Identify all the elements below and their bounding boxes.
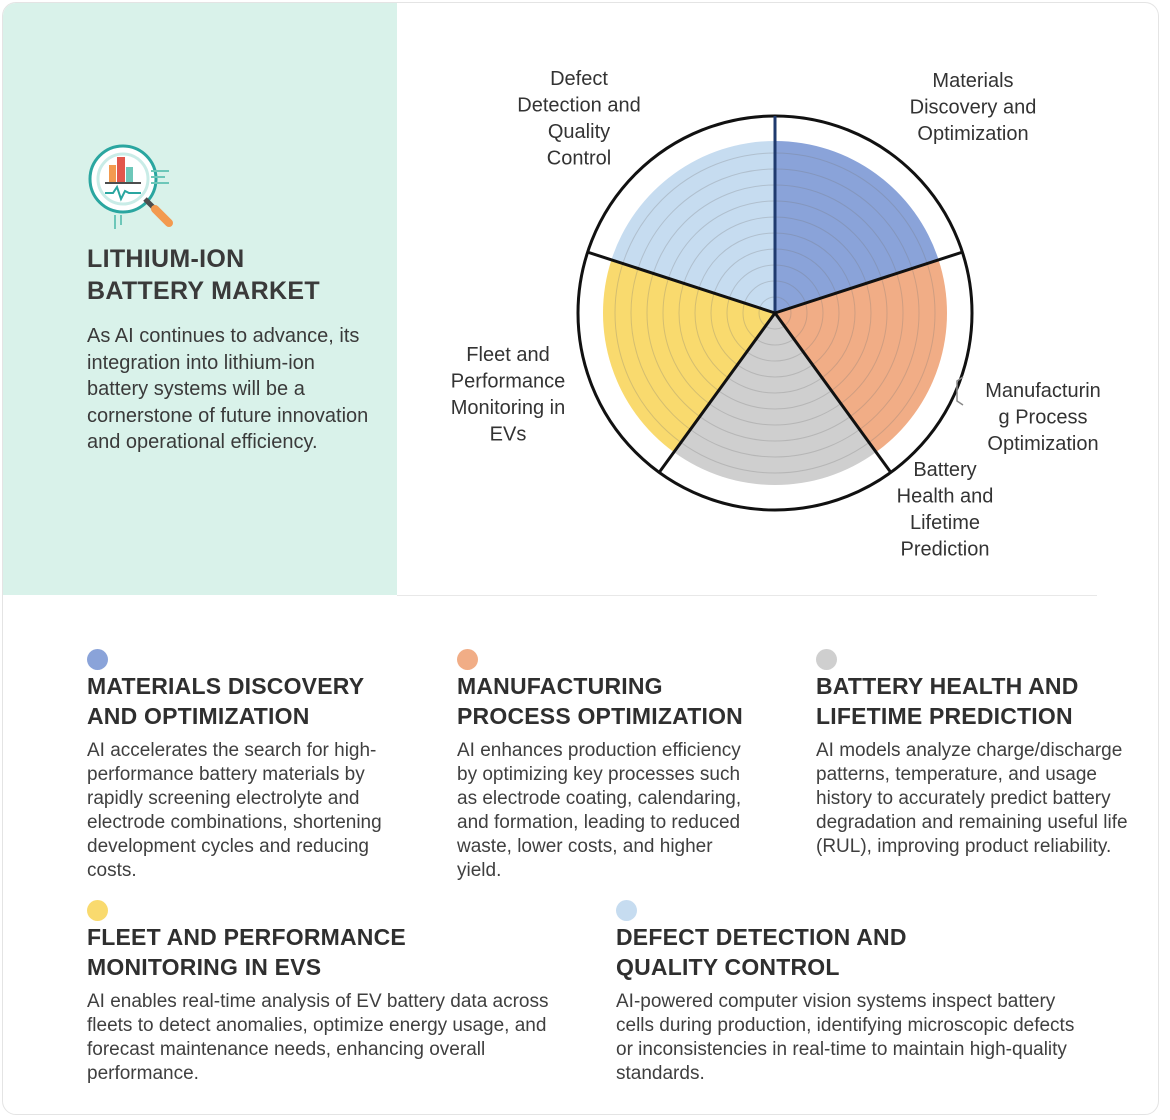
legend-title-battery-health — [816, 671, 1079, 731]
slice-label-defect: Defect Detection and Quality Control — [517, 68, 641, 170]
legend-title-line: MONITORING IN EVS — [87, 954, 322, 980]
radial-pie-chart — [397, 3, 1157, 595]
legend-desc-materials: AI accelerates the search for high-performance battery materials by rapidly screening electrolyte and electrode combinations, shortening development cycles and reducing costs. — [87, 740, 382, 881]
legend-title-defect — [616, 922, 907, 982]
slice-label-fleet: Fleet and Performance Monitoring in EVs — [450, 344, 566, 446]
fleet-dot-icon — [87, 900, 108, 921]
title-line-2: BATTERY MARKET — [87, 277, 320, 305]
page-title — [87, 243, 387, 307]
legend-title-line: AND OPTIMIZATION — [87, 703, 310, 729]
battery-health-dot-icon — [816, 649, 837, 670]
legend-title-line: DEFECT DETECTION AND — [616, 924, 907, 950]
legend-title-line: PROCESS OPTIMIZATION — [457, 703, 743, 729]
legend-desc-manufacturing: AI enhances production efficiency by optimizing key processes such as electrode coating, calendaring, and formation, leading to reduced waste, lower costs, and higher yield. — [457, 740, 742, 881]
legend-desc-battery-health: AI models analyze charge/discharge patterns, temperature, and usage history to accurately predict battery degradation and remaining useful life (RUL), improving product reliability. — [816, 740, 1128, 857]
intro-panel — [3, 3, 397, 595]
slice-label-battery-health: Battery Health and Lifetime Prediction — [896, 459, 994, 561]
slice-label-manufacturing: Manufacturin g Process Optimization — [985, 380, 1101, 455]
magnifier-chart-icon — [85, 143, 177, 235]
legend-title-line: MANUFACTURING — [457, 673, 663, 699]
legend-title-line: FLEET AND PERFORMANCE — [87, 924, 406, 950]
legend-title-materials — [87, 671, 364, 731]
legend-title-fleet — [87, 922, 406, 982]
legend-title-line: BATTERY HEALTH AND — [816, 673, 1079, 699]
legend-title-line: LIFETIME PREDICTION — [816, 703, 1073, 729]
legend-title-manufacturing — [457, 671, 743, 731]
legend-title-line: QUALITY CONTROL — [616, 954, 840, 980]
infographic-card — [2, 2, 1159, 1115]
defect-dot-icon — [616, 900, 637, 921]
legend-title-line: MATERIALS DISCOVERY — [87, 673, 365, 699]
manufacturing-dot-icon — [457, 649, 478, 670]
materials-dot-icon — [87, 649, 108, 670]
legend-desc-defect: AI-powered computer vision systems inspect battery cells during production, identifying microscopic defects or inconsistencies in real-time to maintain high-quality standards. — [616, 991, 1075, 1084]
title-line-1: LITHIUM-ION — [87, 245, 245, 273]
section-divider — [397, 595, 1097, 596]
intro-text: As AI continues to advance, its integration into lithium-ion battery systems will be a cornerstone of future innovation and operational efficiency. — [87, 325, 369, 453]
slice-label-materials: Materials Discovery and Optimization — [909, 70, 1037, 145]
legend-desc-fleet: AI enables real-time analysis of EV battery data across fleets to detect anomalies, optimize energy usage, and forecast maintenance needs, enhancing overall performance. — [87, 991, 549, 1084]
